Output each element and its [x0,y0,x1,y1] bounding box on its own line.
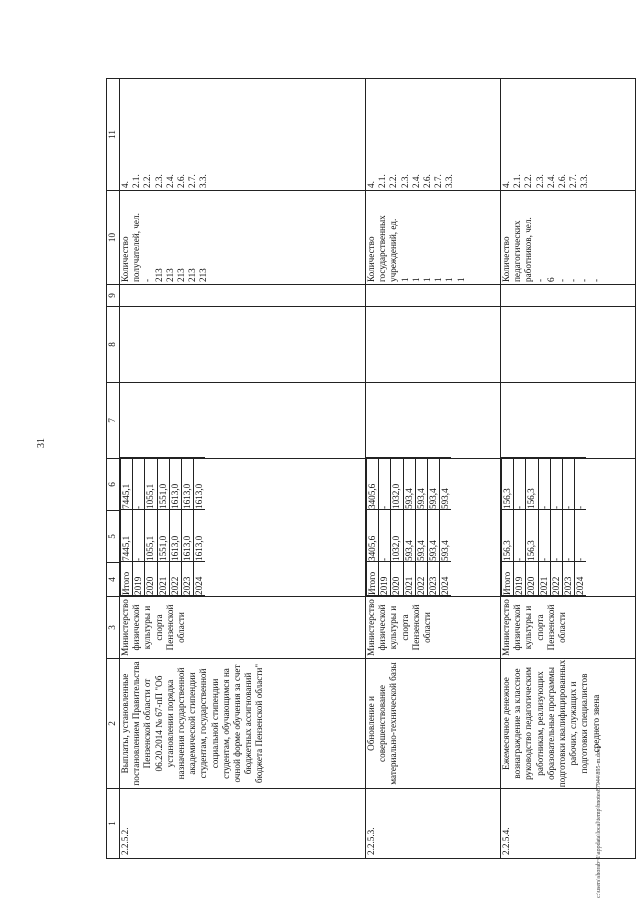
indicator-value: 213 [187,268,198,282]
column-number: 10 [107,191,120,285]
year-row [169,458,181,596]
related-indicator: 2.1. [512,174,523,188]
indicator-value: 213 [153,268,164,282]
total-funding: - [133,510,145,562]
related-indicators [120,79,366,191]
indicator-value: - [556,278,567,282]
total-funding: 593,4 [440,510,452,562]
indicator-value: 1 [410,277,421,282]
regional-funding: 3405,6 [367,458,379,510]
regional-funding: 156,3 [526,458,538,510]
year-row [575,458,587,596]
executor: Министерство физической культуры и спорта Пензенской области [120,597,366,659]
year-row [379,458,391,596]
related-indicator: 2.2. [142,174,153,188]
table-body [120,79,636,859]
regional-funding: 593,4 [428,458,440,510]
total-funding: - [379,510,391,562]
year-value: 2023 [428,562,440,596]
year-value: 2022 [550,562,562,596]
year-value: 2019 [133,562,145,596]
related-indicator: 2.6. [557,174,568,188]
regional-funding: 593,4 [415,458,427,510]
regional-funding: 1613,0 [194,458,206,510]
related-indicator: 2.4. [545,174,556,188]
total-funding: 156,3 [526,510,538,562]
year-value: 2023 [563,562,575,596]
regional-funding: 156,3 [502,458,514,510]
related-indicator: 2.6. [176,174,187,188]
year-row [502,458,514,596]
column-number: 11 [107,79,120,191]
column-number: 9 [107,285,120,307]
related-indicator: 3.3. [198,174,209,188]
regional-funding: - [538,458,550,510]
empty-cell-9 [366,285,501,307]
activity-name: Ежемесячное денежное вознаграждение за классное руководство педагогическим работникам, реализующих образовательные программы подготовки квалифицированных рабочих, служащих и подготовки специалистов среднего звена [501,659,636,789]
year-value: Итого [121,562,133,596]
related-indicator: 2.3. [399,174,410,188]
year-value: 2024 [440,562,452,596]
total-funding: 3405,6 [367,510,379,562]
total-funding: 1613,0 [182,510,194,562]
total-funding: 593,4 [415,510,427,562]
related-indicator: 4. [366,181,376,188]
year-row [440,458,452,596]
related-indicator: 2.4. [410,174,421,188]
regional-funding: - [550,458,562,510]
total-funding: 1551,0 [157,510,169,562]
column-number: 5 [107,511,120,563]
related-indicator: 2.6. [422,174,433,188]
empty-cell-7 [501,383,636,459]
table-row [501,79,636,859]
year-row [182,458,194,596]
footer-file-path: c:\users\shorab~1\appdata\local\temp\bnotes87944\895-m.docx [596,745,602,898]
column-number: 7 [107,383,120,459]
year-row [145,458,157,596]
column-number: 8 [107,307,120,383]
total-funding: 1055,1 [145,510,157,562]
table-row [366,79,501,859]
total-funding: - [514,510,526,562]
executor: Министерство физической культуры и спорта Пензенской области [366,597,501,659]
indicator-cell [501,191,636,285]
executor: Министерство физической культуры и спорта Пензенской области [501,597,636,659]
related-indicator: 2.2. [523,174,534,188]
regional-funding: - [379,458,391,510]
total-funding: 7445,1 [121,510,133,562]
related-indicator: 4. [120,181,130,188]
indicator-value: - [579,278,590,282]
total-funding: - [575,510,587,562]
related-indicator: 3.3. [444,174,455,188]
indicator-cell [366,191,501,285]
regional-funding: 593,4 [440,458,452,510]
indicator-name: Количество государственных учреждений, ед. [366,215,399,282]
column-number: 1 [107,789,120,859]
empty-cell-9 [120,285,366,307]
year-value: Итого [502,562,514,596]
year-row [121,458,133,596]
total-funding: 593,4 [403,510,415,562]
regional-funding: 1055,1 [145,458,157,510]
indicator-value: - [534,278,545,282]
related-indicator: 2.1. [377,174,388,188]
total-funding: - [550,510,562,562]
activity-name: Обновление и совершенствование материально-технической базы [366,659,501,789]
indicator-value: 6 [545,277,556,282]
year-value: 2019 [514,562,526,596]
year-row [514,458,526,596]
year-row [194,458,206,596]
year-row [157,458,169,596]
related-indicator: 2.7. [568,174,579,188]
regional-funding: - [575,458,587,510]
column-number: 4 [107,563,120,597]
indicator-value: 1 [421,277,432,282]
year-value: 2024 [575,562,587,596]
years-cell [501,459,636,597]
year-row [133,458,145,596]
indicator-name: Количество педагогических работников, чел. [501,217,534,282]
year-value: 2019 [379,562,391,596]
activity-name: Выплаты, установленные постановлением Правительства Пензенской области от 06.20.2014 № 67-пП "Об установлении порядка назначения государственной академической стипендии студентам, государственной социальной стипендии студентам, обучающимся на очной форме обучения за счет бюджетных ассигнований бюджета Пензенской области" [120,659,366,789]
regional-funding: 1551,0 [157,458,169,510]
year-row [526,458,538,596]
total-funding: 1613,0 [194,510,206,562]
total-funding: 1613,0 [169,510,181,562]
related-indicator: 2.4. [164,174,175,188]
related-indicator: 2.3. [534,174,545,188]
related-indicator: 2.2. [388,174,399,188]
year-value: 2020 [526,562,538,596]
empty-cell-7 [366,383,501,459]
indicator-value: 213 [175,268,186,282]
years-cell [366,459,501,597]
related-indicators [366,79,501,191]
regional-funding: 1032,0 [391,458,403,510]
year-row [428,458,440,596]
empty-cell-9 [501,285,636,307]
total-funding: - [563,510,575,562]
empty-cell-7 [120,383,366,459]
total-funding: 593,4 [428,510,440,562]
related-indicator: 2.7. [187,174,198,188]
indicator-name: Количество получателей, чел. [120,213,142,282]
year-value: 2023 [182,562,194,596]
year-value: 2021 [403,562,415,596]
indicator-value: 1 [433,277,444,282]
regional-funding: 1613,0 [169,458,181,510]
years-subtable [120,457,205,596]
related-indicators [501,79,636,191]
indicator-value: 213 [198,268,209,282]
year-row [538,458,550,596]
empty-cell-8 [366,307,501,383]
regional-funding: - [133,458,145,510]
regional-funding: 593,4 [403,458,415,510]
total-funding: 156,3 [502,510,514,562]
total-funding: - [538,510,550,562]
column-number: 3 [107,597,120,659]
program-table [106,78,636,859]
year-value: 2021 [538,562,550,596]
indicator-value: - [142,278,153,282]
header-row [107,79,120,859]
years-subtable [501,457,586,596]
total-funding: 1032,0 [391,510,403,562]
program-table-frame [106,79,617,859]
column-number: 6 [107,459,120,511]
table-row [120,79,366,859]
year-row [550,458,562,596]
indicator-value: - [568,278,579,282]
year-row [415,458,427,596]
activity-number: 2.2.5.2. [120,789,366,859]
indicator-cell [120,191,366,285]
related-indicator: 2.7. [433,174,444,188]
related-indicator: 2.1. [131,174,142,188]
activity-number: 2.2.5.3. [366,789,501,859]
indicator-value: 1 [399,277,410,282]
page-number: 31 [36,438,47,448]
year-row [403,458,415,596]
related-indicator: 2.3. [153,174,164,188]
empty-cell-8 [120,307,366,383]
year-value: Итого [367,562,379,596]
indicator-value: 213 [164,268,175,282]
year-value: 2022 [169,562,181,596]
indicator-value: - [590,278,601,282]
year-row [563,458,575,596]
regional-funding: - [563,458,575,510]
years-subtable [366,457,451,596]
indicator-value: 1 [444,277,455,282]
regional-funding: 1613,0 [182,458,194,510]
related-indicator: 3.3. [579,174,590,188]
activity-number: 2.2.5.4. [501,789,636,859]
related-indicator: 4. [501,181,511,188]
years-cell [120,459,366,597]
column-number: 2 [107,659,120,789]
year-value: 2020 [391,562,403,596]
empty-cell-8 [501,307,636,383]
year-row [367,458,379,596]
year-value: 2022 [415,562,427,596]
regional-funding: 7445,1 [121,458,133,510]
year-value: 2021 [157,562,169,596]
regional-funding: - [514,458,526,510]
indicator-value: 1 [455,277,466,282]
year-value: 2024 [194,562,206,596]
year-row [391,458,403,596]
year-value: 2020 [145,562,157,596]
